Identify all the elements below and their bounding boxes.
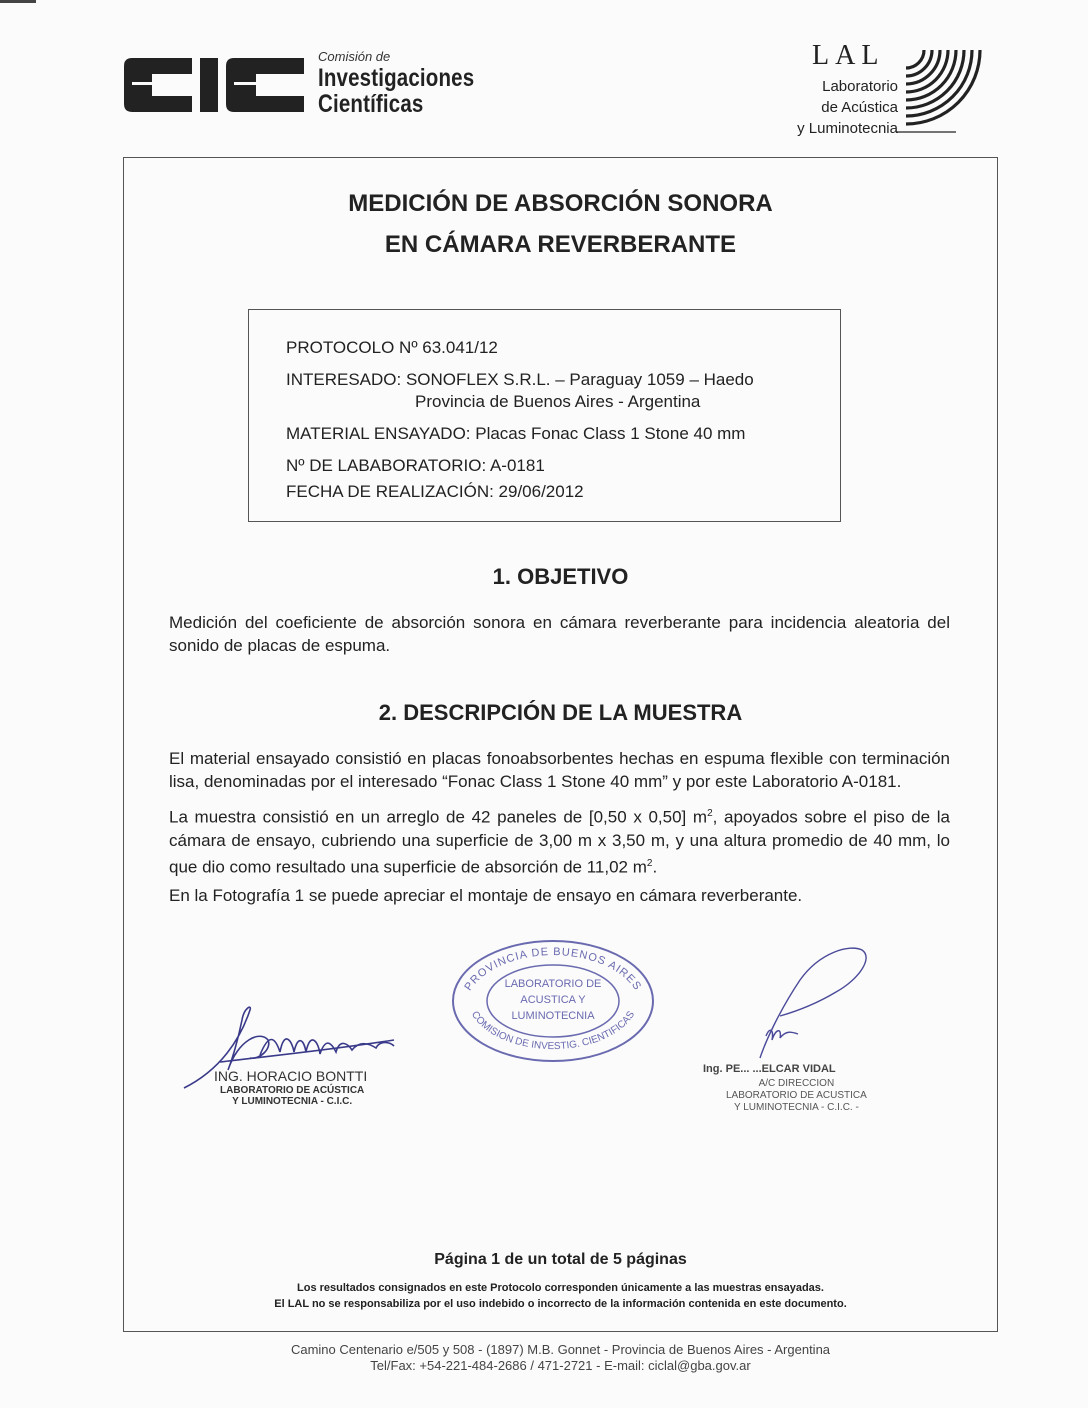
- section2-text: [169, 747, 950, 907]
- section1-text: [169, 611, 950, 657]
- cic-line2: Investigaciones: [318, 64, 475, 92]
- lal-name: [698, 76, 898, 139]
- stamp-outer-bottom: COMISION DE INVESTIG. CIENTIFICAS: [468, 1009, 638, 1053]
- sig2-sub-line2: LABORATORIO DE ACUSTICA: [726, 1090, 867, 1101]
- lal-line2: de Acústica: [821, 99, 898, 116]
- page-counter: Página 1 de un total de 5 páginas: [434, 1251, 687, 1268]
- cic-line1: Comisión de: [318, 49, 391, 64]
- superscript-2: 2: [707, 808, 713, 819]
- section2-paragraph3: En la Fotografía 1 se puede apreciar el montaje de ensayo en cámara reverberante.: [169, 886, 803, 906]
- sig1-sub-line2: Y LUMINOTECNIA - C.I.C.: [232, 1096, 353, 1107]
- sig2-sub-line3: Y LUMINOTECNIA - C.I.C. -: [733, 1102, 859, 1113]
- p2-part-b: , apoyados sobre el piso de la cámara de ensayo, cubriendo una superficie de 3,00 m x 3,50 m, y una altura promedio de 40 mm, lo que dio como resultado una superficie de absorción de 11,02 m: [169, 807, 951, 877]
- stamp-inner-line3: LUMINOTECNIA: [511, 1010, 595, 1022]
- section1-heading: 1. OBJETIVO: [492, 564, 629, 589]
- stamp-outer-top: PROVINCIA DE BUENOS AIRES: [462, 946, 644, 993]
- sig1-name: ING. HORACIO BONTTI: [214, 1068, 368, 1084]
- stamp-inner-line1: LABORATORIO DE: [504, 978, 602, 990]
- footer-contact: Tel/Fax: +54-221-484-2686 / 471-2721 - E-mail: ciclal@gba.gov.ar: [370, 1358, 751, 1373]
- lal-line3: y Luminotecnia: [797, 120, 898, 137]
- cic-name: [318, 50, 509, 117]
- doc-title-line2: EN CÁMARA REVERBERANTE: [384, 231, 737, 258]
- section2-paragraph2: [169, 802, 950, 878]
- institution-stamp: [448, 935, 658, 1065]
- section1-paragraph: Medición del coeficiente de absorción sonora en cámara reverberante para incidencia aleatoria del sonido de placas de espuma.: [169, 613, 950, 655]
- stamp-inner-line2: ACUSTICA Y: [520, 994, 586, 1006]
- signature-vidal: [740, 940, 900, 1060]
- sig2-sub-line1: A/C DIRECCION: [758, 1078, 835, 1089]
- fecha-realizacion: FECHA DE REALIZACIÓN: 29/06/2012: [286, 482, 584, 501]
- lal-logo-mark: [896, 42, 992, 138]
- footer-address: Camino Centenario e/505 y 508 - (1897) M.B. Gonnet - Provincia de Buenos Aires - Argentina: [290, 1342, 831, 1357]
- cic-line3: Científicas: [318, 90, 424, 118]
- lal-acronym: LAL: [812, 40, 885, 71]
- interesado-line2: Provincia de Buenos Aires - Argentina: [415, 392, 701, 411]
- superscript-2: 2: [646, 857, 653, 869]
- disclaimer-line1: Los resultados consignados en este Protocolo corresponden únicamente a las muestras ensayadas.: [297, 1282, 824, 1294]
- p2-part-c: .: [652, 857, 658, 877]
- protocol-number: PROTOCOLO Nº 63.041/12: [286, 338, 498, 357]
- section2-heading: 2. DESCRIPCIÓN DE LA MUESTRA: [378, 700, 743, 725]
- interesado-line1: INTERESADO: SONOFLEX S.R.L. – Paraguay 1059 – Haedo: [286, 370, 754, 389]
- sig2-subtitle: [726, 1078, 867, 1114]
- lal-line1: Laboratorio: [822, 78, 898, 95]
- sig1-sub-line1: LABORATORIO DE ACÚSTICA: [220, 1085, 365, 1096]
- sig1-subtitle: [220, 1085, 364, 1107]
- material-ensayado: MATERIAL ENSAYADO: Placas Fonac Class 1 Stone 40 mm: [286, 424, 746, 443]
- sig2-name: Ing. PE... ...ELCAR VIDAL: [703, 1063, 836, 1075]
- p2-part-a: La muestra consistió en un arreglo de 42 paneles de [0,50 x 0,50] m: [169, 807, 708, 827]
- section2-paragraph1: El material ensayado consistió en placas fonoabsorbentes hechas en espuma flexible con terminación lisa, denominadas por el interesado “Fonac Class 1 Stone 40 mm” y por este Laboratorio A-0181.: [169, 749, 950, 791]
- lab-number: Nº DE LABABORATORIO: A-0181: [286, 456, 545, 475]
- scan-mark: [0, 0, 36, 3]
- doc-title-line1: MEDICIÓN DE ABSORCIÓN SONORA: [348, 190, 773, 217]
- disclaimer-line2: El LAL no se responsabiliza por el uso indebido o incorrecto de la información contenida en este documento.: [274, 1298, 847, 1310]
